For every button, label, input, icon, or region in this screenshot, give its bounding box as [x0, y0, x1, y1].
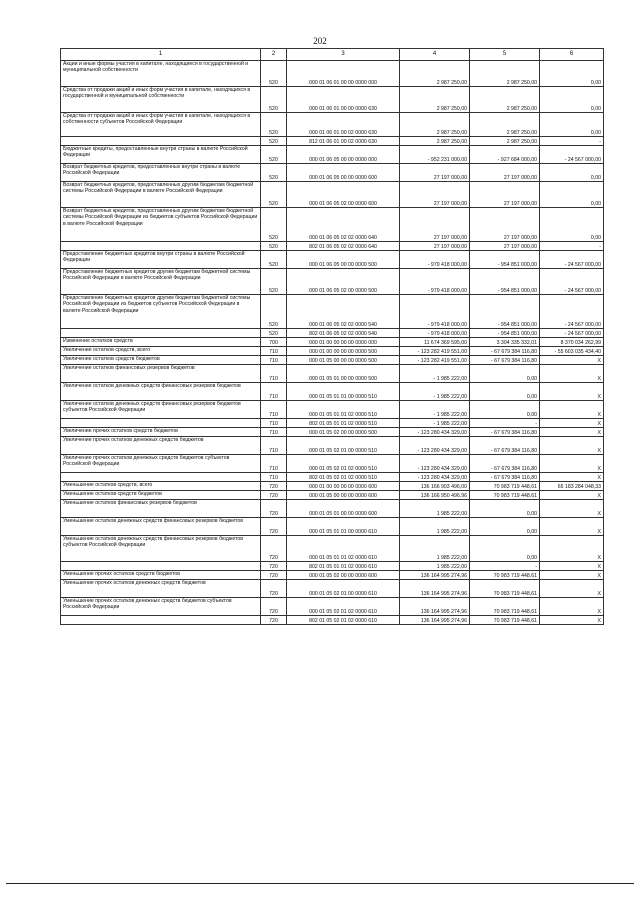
row-exec-cell: - 954 851 000,00	[470, 269, 540, 295]
row-kbk-cell: 000 01 05 02 01 02 0000 510	[287, 455, 400, 473]
row-name-cell: Возврат бюджетных кредитов, предоставленных другим бюджетам бюджетной системы Российской Федерации из бюджетов субъектов Российской Федерации в валюте Российской Федерации	[61, 208, 261, 242]
row-exec-cell: 2 987 250,00	[470, 113, 540, 137]
row-code-cell: 520	[261, 182, 287, 208]
row-code-cell: 520	[261, 137, 287, 146]
row-plan-cell: 136 164 995 274,96	[400, 616, 470, 625]
row-name-cell	[61, 419, 261, 428]
table-row	[61, 401, 604, 419]
header-cell: 5	[470, 49, 540, 61]
row-code-cell: 710	[261, 455, 287, 473]
row-plan-cell: - 123 280 434 329,00	[400, 437, 470, 455]
row-code-cell: 710	[261, 428, 287, 437]
row-exec-cell: - 67 679 384 116,80	[470, 473, 540, 482]
row-rest-cell: X	[540, 428, 604, 437]
row-kbk-cell: 000 01 05 02 01 02 0000 610	[287, 598, 400, 616]
row-exec-cell: 2 987 250,00	[470, 137, 540, 146]
row-name-cell	[61, 137, 261, 146]
row-code-cell: 720	[261, 571, 287, 580]
table-row	[61, 365, 604, 383]
budget-table	[60, 48, 604, 625]
row-rest-cell: 65 183 284 048,33	[540, 482, 604, 491]
row-name-cell: Предоставление бюджетных кредитов внутри страны в валюте Российской Федерации	[61, 251, 261, 269]
row-plan-cell: 136 166 950 496,96	[400, 491, 470, 500]
row-name-cell: Уменьшение остатков денежных средств финансовых резервов бюджетов	[61, 518, 261, 536]
row-code-cell: 720	[261, 518, 287, 536]
row-name-cell: Возврат бюджетных кредитов, предоставленных другим бюджетам бюджетной системы Российской Федерации в валюте Российской Федерации	[61, 182, 261, 208]
row-code-cell: 700	[261, 338, 287, 347]
row-rest-cell: 0,00	[540, 87, 604, 113]
row-exec-cell: - 67 679 384 116,80	[470, 356, 540, 365]
row-kbk-cell: 802 01 05 01 01 02 0000 610	[287, 562, 400, 571]
table-row	[61, 329, 604, 338]
row-kbk-cell: 000 01 05 01 00 00 0000 600	[287, 500, 400, 518]
row-kbk-cell: 000 01 06 05 02 00 0000 600	[287, 182, 400, 208]
row-code-cell: 520	[261, 251, 287, 269]
row-name-cell: Увеличение остатков средств, всего	[61, 347, 261, 356]
table-row	[61, 338, 604, 347]
row-rest-cell: X	[540, 500, 604, 518]
row-exec-cell: -	[470, 419, 540, 428]
table-row	[61, 347, 604, 356]
row-name-cell: Средства от продажи акций и иных форм участия в капитале, находящихся в государственной и муниципальной собственности	[61, 87, 261, 113]
row-plan-cell: - 979 418 000,00	[400, 269, 470, 295]
header-cell: 3	[287, 49, 400, 61]
row-code-cell: 520	[261, 295, 287, 329]
row-plan-cell: - 123 282 419 551,00	[400, 356, 470, 365]
table-row	[61, 616, 604, 625]
row-kbk-cell: 000 01 00 00 00 00 0000 500	[287, 347, 400, 356]
row-exec-cell: - 67 679 384 116,80	[470, 437, 540, 455]
row-code-cell: 720	[261, 562, 287, 571]
row-code-cell: 710	[261, 437, 287, 455]
header-cell: 1	[61, 49, 261, 61]
row-name-cell: Увеличение остатков средств бюджетов	[61, 356, 261, 365]
row-exec-cell: 2 987 250,00	[470, 61, 540, 87]
table-row	[61, 518, 604, 536]
row-code-cell: 720	[261, 536, 287, 562]
row-exec-cell: 27 197 000,00	[470, 182, 540, 208]
row-code-cell: 720	[261, 598, 287, 616]
row-exec-cell: 70 983 719 448,61	[470, 491, 540, 500]
row-code-cell: 710	[261, 347, 287, 356]
table-row	[61, 208, 604, 242]
row-name-cell	[61, 473, 261, 482]
row-plan-cell: 27 197 000,00	[400, 208, 470, 242]
page-number: 202	[313, 36, 327, 46]
row-rest-cell: X	[540, 365, 604, 383]
row-code-cell: 520	[261, 146, 287, 164]
row-plan-cell: - 123 280 434 329,00	[400, 455, 470, 473]
row-code-cell: 720	[261, 580, 287, 598]
row-plan-cell: - 123 282 419 551,00	[400, 347, 470, 356]
row-code-cell: 720	[261, 482, 287, 491]
row-name-cell: Увеличение прочих остатков денежных средств бюджетов субъектов Российской Федерации	[61, 455, 261, 473]
row-plan-cell: - 979 418 000,00	[400, 295, 470, 329]
row-kbk-cell: 000 01 06 01 00 02 0000 630	[287, 113, 400, 137]
row-kbk-cell: 802 01 06 05 02 02 0000 640	[287, 242, 400, 251]
row-name-cell	[61, 616, 261, 625]
row-rest-cell: - 24 567 000,00	[540, 329, 604, 338]
row-rest-cell: 0,00	[540, 208, 604, 242]
table-row	[61, 419, 604, 428]
row-exec-cell: 70 983 719 448,61	[470, 571, 540, 580]
row-name-cell: Предоставление бюджетных кредитов другим бюджетам бюджетной системы Российской Федерации в валюте Российской Федерации	[61, 269, 261, 295]
row-plan-cell: 1 985 222,00	[400, 518, 470, 536]
row-name-cell: Уменьшение остатков средств, всего	[61, 482, 261, 491]
table-row	[61, 536, 604, 562]
table-row	[61, 356, 604, 365]
row-kbk-cell: 000 01 05 00 00 00 0000 500	[287, 356, 400, 365]
row-code-cell: 520	[261, 61, 287, 87]
row-plan-cell: - 979 418 000,00	[400, 251, 470, 269]
row-kbk-cell: 000 01 05 02 01 00 0000 610	[287, 580, 400, 598]
row-kbk-cell: 000 01 05 01 01 00 0000 610	[287, 518, 400, 536]
row-kbk-cell: 000 01 06 05 02 00 0000 500	[287, 269, 400, 295]
row-exec-cell: 0,00	[470, 500, 540, 518]
table-row	[61, 473, 604, 482]
row-exec-cell: - 927 684 000,00	[470, 146, 540, 164]
row-exec-cell: 70 983 719 448,61	[470, 616, 540, 625]
row-code-cell: 720	[261, 500, 287, 518]
row-name-cell: Увеличение остатков финансовых резервов бюджетов	[61, 365, 261, 383]
row-plan-cell: 2 987 250,00	[400, 61, 470, 87]
table-row	[61, 137, 604, 146]
table-row	[61, 113, 604, 137]
row-name-cell: Бюджетные кредиты, предоставленные внутри страны в валюте Российской Федерации	[61, 146, 261, 164]
row-rest-cell: X	[540, 383, 604, 401]
row-kbk-cell: 000 01 06 01 00 00 0000 000	[287, 61, 400, 87]
row-exec-cell: 0,00	[470, 365, 540, 383]
row-plan-cell: - 1 985 222,00	[400, 365, 470, 383]
table-row	[61, 251, 604, 269]
row-rest-cell: X	[540, 419, 604, 428]
row-kbk-cell: 000 01 05 02 00 00 0000 500	[287, 428, 400, 437]
row-rest-cell: 0,00	[540, 113, 604, 137]
row-plan-cell: 2 987 250,00	[400, 87, 470, 113]
row-name-cell: Уменьшение прочих остатков денежных средств бюджетов субъектов Российской Федерации	[61, 598, 261, 616]
row-kbk-cell: 000 01 06 01 00 00 0000 630	[287, 87, 400, 113]
row-exec-cell: - 67 679 384 116,80	[470, 347, 540, 356]
row-name-cell: Увеличение остатков денежных средств финансовых резервов бюджетов субъектов Российской Федерации	[61, 401, 261, 419]
row-exec-cell: 0,00	[470, 536, 540, 562]
row-rest-cell: - 24 567 000,00	[540, 146, 604, 164]
table-row	[61, 295, 604, 329]
row-exec-cell: 27 197 000,00	[470, 208, 540, 242]
table-row	[61, 598, 604, 616]
table-row	[61, 87, 604, 113]
row-exec-cell: 70 983 719 448,61	[470, 598, 540, 616]
row-kbk-cell: 000 01 05 02 00 00 0000 600	[287, 571, 400, 580]
row-kbk-cell: 000 01 05 01 01 00 0000 510	[287, 383, 400, 401]
row-plan-cell: - 979 418 000,00	[400, 329, 470, 338]
row-rest-cell: X	[540, 580, 604, 598]
row-kbk-cell: 802 01 05 01 01 02 0000 510	[287, 419, 400, 428]
table-header-row	[61, 49, 604, 61]
row-rest-cell: - 24 567 000,00	[540, 251, 604, 269]
row-rest-cell: X	[540, 491, 604, 500]
row-rest-cell: X	[540, 536, 604, 562]
table-row	[61, 482, 604, 491]
table-row	[61, 580, 604, 598]
row-kbk-cell: 802 01 05 02 01 02 0000 610	[287, 616, 400, 625]
row-rest-cell: -	[540, 242, 604, 251]
row-kbk-cell: 000 01 06 05 00 00 0000 000	[287, 146, 400, 164]
header-cell: 6	[540, 49, 604, 61]
table-row	[61, 61, 604, 87]
row-code-cell: 710	[261, 419, 287, 428]
row-plan-cell: 1 985 222,00	[400, 500, 470, 518]
table-row	[61, 269, 604, 295]
row-code-cell: 720	[261, 491, 287, 500]
row-rest-cell: X	[540, 616, 604, 625]
row-name-cell: Увеличение остатков денежных средств финансовых резервов бюджетов	[61, 383, 261, 401]
row-kbk-cell: 000 01 05 01 00 00 0000 500	[287, 365, 400, 383]
row-exec-cell: 2 987 250,00	[470, 87, 540, 113]
row-exec-cell: 0,00	[470, 401, 540, 419]
row-rest-cell: 0,00	[540, 182, 604, 208]
table-row	[61, 428, 604, 437]
row-code-cell: 710	[261, 401, 287, 419]
row-name-cell	[61, 562, 261, 571]
row-plan-cell: - 123 280 434 329,00	[400, 428, 470, 437]
row-exec-cell: 0,00	[470, 383, 540, 401]
row-exec-cell: - 954 851 000,00	[470, 295, 540, 329]
row-code-cell: 710	[261, 365, 287, 383]
row-code-cell: 710	[261, 356, 287, 365]
table-row	[61, 242, 604, 251]
table-row	[61, 455, 604, 473]
row-name-cell: Изменение остатков средств	[61, 338, 261, 347]
row-kbk-cell: 000 01 06 05 02 02 0000 640	[287, 208, 400, 242]
row-kbk-cell: 802 01 05 02 01 02 0000 510	[287, 473, 400, 482]
row-kbk-cell: 000 01 06 05 00 00 0000 600	[287, 164, 400, 182]
row-exec-cell: 70 983 719 448,61	[470, 580, 540, 598]
row-name-cell	[61, 329, 261, 338]
table-row	[61, 164, 604, 182]
row-rest-cell: X	[540, 598, 604, 616]
row-exec-cell: 3 304 335 332,01	[470, 338, 540, 347]
row-plan-cell: - 1 985 222,00	[400, 401, 470, 419]
row-code-cell: 520	[261, 87, 287, 113]
row-kbk-cell: 000 01 05 00 00 00 0000 600	[287, 491, 400, 500]
row-name-cell: Уменьшение остатков средств бюджетов	[61, 491, 261, 500]
row-name-cell: Увеличение прочих остатков денежных средств бюджетов	[61, 437, 261, 455]
row-kbk-cell: 000 01 05 01 01 02 0000 610	[287, 536, 400, 562]
row-rest-cell: X	[540, 401, 604, 419]
row-kbk-cell: 000 01 06 05 02 02 0000 540	[287, 295, 400, 329]
table-row	[61, 146, 604, 164]
row-plan-cell: - 123 280 434 329,00	[400, 473, 470, 482]
row-exec-cell: - 954 851 000,00	[470, 329, 540, 338]
row-rest-cell: 8 370 034 262,99	[540, 338, 604, 347]
row-plan-cell: 1 985 222,00	[400, 562, 470, 571]
row-name-cell	[61, 242, 261, 251]
row-name-cell: Увеличение прочих остатков средств бюджетов	[61, 428, 261, 437]
row-code-cell: 520	[261, 113, 287, 137]
row-code-cell: 520	[261, 269, 287, 295]
row-exec-cell: 27 197 000,00	[470, 242, 540, 251]
row-code-cell: 710	[261, 383, 287, 401]
row-kbk-cell: 000 01 00 00 00 00 0000 000	[287, 338, 400, 347]
row-plan-cell: 2 987 250,00	[400, 113, 470, 137]
row-name-cell: Уменьшение остатков денежных средств финансовых резервов бюджетов субъектов Российской Федерации	[61, 536, 261, 562]
row-kbk-cell: 000 01 00 00 00 00 0000 600	[287, 482, 400, 491]
row-code-cell: 520	[261, 164, 287, 182]
row-code-cell: 710	[261, 473, 287, 482]
row-plan-cell: - 1 985 222,00	[400, 383, 470, 401]
header-cell: 2	[261, 49, 287, 61]
table-row	[61, 383, 604, 401]
row-name-cell: Уменьшение прочих остатков денежных средств бюджетов	[61, 580, 261, 598]
row-rest-cell: -	[540, 137, 604, 146]
row-kbk-cell: 802 01 06 05 02 02 0000 540	[287, 329, 400, 338]
table-row	[61, 562, 604, 571]
row-kbk-cell: 000 01 06 05 00 00 0000 500	[287, 251, 400, 269]
table-row	[61, 437, 604, 455]
row-name-cell: Средства от продажи акций и иных форм участия в капитале, находящихся в собственности субъектов Российской Федерации	[61, 113, 261, 137]
row-plan-cell: 1 985 222,00	[400, 536, 470, 562]
row-plan-cell: 2 987 250,00	[400, 137, 470, 146]
row-rest-cell: - 55 603 035 434,40	[540, 347, 604, 356]
row-exec-cell: -	[470, 562, 540, 571]
table-row	[61, 500, 604, 518]
header-cell: 4	[400, 49, 470, 61]
row-rest-cell: X	[540, 562, 604, 571]
table-row	[61, 491, 604, 500]
row-kbk-cell: 812 01 06 01 00 02 0000 630	[287, 137, 400, 146]
row-exec-cell: - 67 679 384 116,80	[470, 455, 540, 473]
row-plan-cell: - 1 985 222,00	[400, 419, 470, 428]
row-plan-cell: 136 164 995 274,96	[400, 571, 470, 580]
row-plan-cell: 11 674 369 595,00	[400, 338, 470, 347]
row-name-cell: Уменьшение остатков финансовых резервов бюджетов	[61, 500, 261, 518]
row-rest-cell: X	[540, 518, 604, 536]
row-plan-cell: 136 164 995 274,96	[400, 580, 470, 598]
row-rest-cell: X	[540, 473, 604, 482]
row-plan-cell: 27 197 000,00	[400, 164, 470, 182]
row-exec-cell: 70 983 719 448,61	[470, 482, 540, 491]
row-plan-cell: - 952 231 000,00	[400, 146, 470, 164]
row-rest-cell: X	[540, 455, 604, 473]
row-plan-cell: 27 197 000,00	[400, 242, 470, 251]
row-rest-cell: - 24 567 000,00	[540, 269, 604, 295]
row-name-cell: Предоставление бюджетных кредитов другим бюджетам бюджетной системы Российской Федерации из бюджетов субъектов Российской Федерации в валюте Российской Федерации	[61, 295, 261, 329]
row-code-cell: 720	[261, 616, 287, 625]
row-code-cell: 520	[261, 208, 287, 242]
row-plan-cell: 136 166 903 496,00	[400, 482, 470, 491]
row-plan-cell: 136 164 995 274,96	[400, 598, 470, 616]
row-rest-cell: 0,00	[540, 164, 604, 182]
row-kbk-cell: 000 01 05 02 01 00 0000 510	[287, 437, 400, 455]
row-rest-cell: - 24 567 000,00	[540, 295, 604, 329]
row-exec-cell: - 67 679 384 116,80	[470, 428, 540, 437]
row-exec-cell: 0,00	[470, 518, 540, 536]
footer-divider	[6, 883, 634, 884]
row-rest-cell: X	[540, 437, 604, 455]
row-code-cell: 520	[261, 329, 287, 338]
row-plan-cell: 27 197 000,00	[400, 182, 470, 208]
table-row	[61, 182, 604, 208]
row-name-cell: Возврат бюджетных кредитов, предоставленных внутри страны в валюте Российской Федерации	[61, 164, 261, 182]
row-rest-cell: 0,00	[540, 61, 604, 87]
row-name-cell: Уменьшение прочих остатков средств бюджетов	[61, 571, 261, 580]
table-row	[61, 571, 604, 580]
row-exec-cell: 27 197 000,00	[470, 164, 540, 182]
row-name-cell: Акции и иные формы участия в капитале, находящиеся в государственной и муниципальной собственности	[61, 61, 261, 87]
row-kbk-cell: 000 01 05 01 01 02 0000 510	[287, 401, 400, 419]
row-code-cell: 520	[261, 242, 287, 251]
row-exec-cell: - 954 851 000,00	[470, 251, 540, 269]
row-rest-cell: X	[540, 571, 604, 580]
row-rest-cell: X	[540, 356, 604, 365]
